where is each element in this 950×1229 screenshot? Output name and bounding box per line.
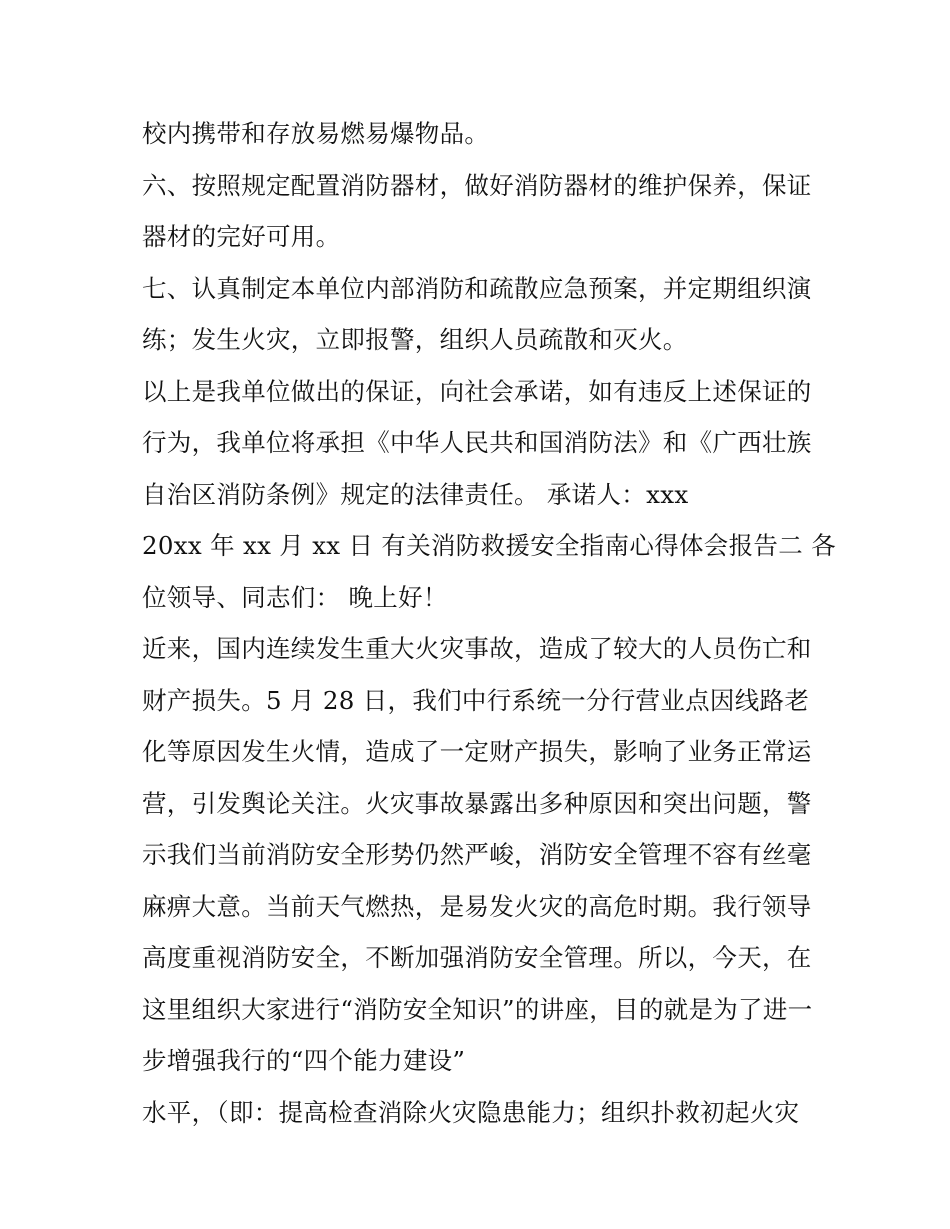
text-line: 水平，（即：提高检查消除火灾隐患能力；组织扑救初起火灾 xyxy=(142,1097,800,1127)
text-line: 校内携带和存放易燃易爆物品。 xyxy=(142,119,490,148)
document-body xyxy=(142,108,836,1138)
text-line: 六、按照规定配置消防器材，做好消防器材的维护保养，保证 xyxy=(142,170,812,200)
text-line: 财产损失。5 月 28 日，我们中行系统一分行营业点因线路老 xyxy=(142,685,810,715)
text-line: 器材的完好可用。 xyxy=(142,222,341,251)
text-line: 步增强我行的“四个能力建设” xyxy=(142,1046,466,1075)
text-line: 自治区消防条例》规定的法律责任。 承诺人：xxx xyxy=(142,479,689,509)
text-line: 化等原因发生火情，造成了一定财产损失，影响了业务正常运 xyxy=(142,737,812,766)
text-line: 20xx 年 xx 月 xx 日 有关消防救援安全指南心得体会报告二 各 xyxy=(142,531,836,560)
text-line: 示我们当前消防安全形势仍然严峻，消防安全管理不容有丝毫 xyxy=(142,840,812,869)
text-line: 近来，国内连续发生重大火灾事故，造成了较大的人员伤亡和 xyxy=(142,634,812,663)
text-line: 这里组织大家进行“消防安全知识”的讲座，目的就是为了进一 xyxy=(142,994,813,1024)
text-line: 练；发生火灾，立即报警，组织人员疏散和灭火。 xyxy=(142,325,688,354)
text-line: 高度重视消防安全，不断加强消防安全管理。所以，今天，在 xyxy=(142,943,812,972)
text-line: 行为，我单位将承担《中华人民共和国消防法》和《广西壮族 xyxy=(142,428,812,457)
text-line: 七、认真制定本单位内部消防和疏散应急预案，并定期组织演 xyxy=(142,273,812,303)
text-line: 以上是我单位做出的保证，向社会承诺，如有违反上述保证的 xyxy=(142,376,812,406)
text-line: 位领导、同志们： 晚上好！ xyxy=(142,582,448,612)
text-line: 营，引发舆论关注。火灾事故暴露出多种原因和突出问题，警 xyxy=(142,788,812,818)
text-line: 麻痹大意。当前天气燃热，是易发火灾的高危时期。我行领导 xyxy=(142,891,812,921)
